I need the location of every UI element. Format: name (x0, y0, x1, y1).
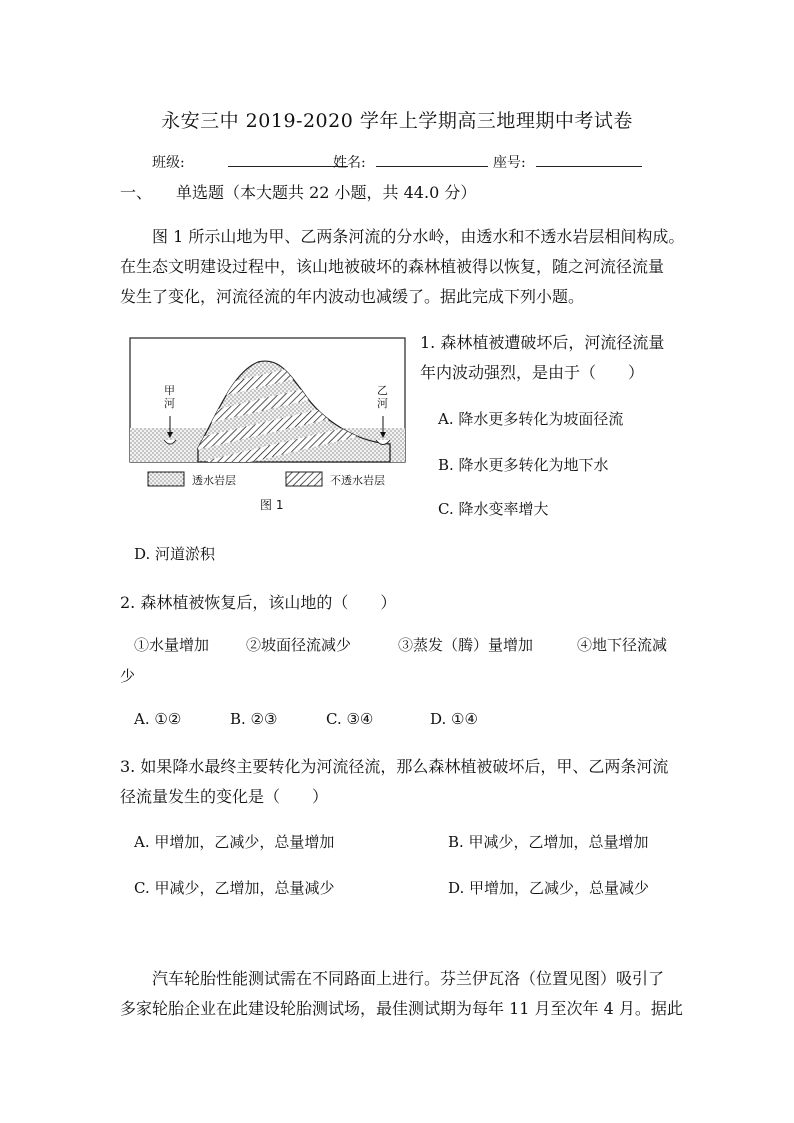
legend-impermeable: 不透水岩层 (330, 474, 385, 487)
passage-2 (120, 964, 683, 1024)
passage-1-line: 发生了变化，河流径流的年内波动也减缓了。据此完成下列小题。 (120, 287, 585, 306)
q2-option-d: D. ①④ (430, 710, 478, 728)
section-number: 一、 (120, 183, 153, 202)
q2-option-c: C. ③④ (326, 710, 374, 728)
q3-option-d: D. 甲增加，乙减少，总量减少 (448, 879, 650, 897)
passage-1 (120, 222, 685, 312)
q1-stem-line: 年内波动强烈，是由于（ ） (420, 363, 645, 382)
seat-blank (536, 166, 642, 167)
q2-item-3: ③蒸发（腾）量增加 (398, 636, 534, 654)
name-blank (376, 166, 488, 167)
q3-stem-line: 3. 如果降水最终主要转化为河流径流，那么森林植被破坏后，甲、乙两条河流 (120, 757, 669, 776)
name-label: 姓名: (333, 155, 366, 171)
q3-stem (120, 752, 680, 812)
q1-option-b: B. 降水更多转化为地下水 (438, 456, 609, 474)
q1-stem-line: 1. 森林植被遭破坏后，河流径流量 (420, 333, 665, 352)
figure-caption: 图 1 (260, 498, 284, 512)
q1-stem (420, 328, 680, 388)
passage-1-line: 图 1 所示山地为甲、乙两条河流的分水岭，由透水和不透水岩层相间构成。 (152, 227, 685, 246)
q2-option-a: A. ①② (134, 710, 182, 728)
exam-title: 永安三中 2019-2020 学年上学期高三地理期中考试卷 (161, 110, 633, 132)
cross-section-diagram (128, 332, 408, 522)
q3-option-b: B. 甲减少，乙增加，总量增加 (448, 833, 649, 851)
left-river-label: 甲 河 (164, 384, 175, 410)
q1-option-a: A. 降水更多转化为坡面径流 (438, 410, 624, 428)
passage-1-line: 在生态文明建设过程中，该山地被破坏的森林植被得以恢复，随之河流径流量 (120, 257, 665, 276)
passage-2-line: 多家轮胎企业在此建设轮胎测试场，最佳测试期为每年 11 月至次年 4 月。据此 (120, 999, 683, 1018)
figure-1 (128, 332, 408, 522)
q2-option-b: B. ②③ (230, 710, 278, 728)
legend-permeable: 透水岩层 (192, 474, 236, 487)
q1-option-d: D. 河道淤积 (134, 545, 216, 563)
q2-item-2: ②坡面径流减少 (246, 636, 352, 654)
class-blank (228, 166, 348, 167)
q2-stem: 2. 森林植被恢复后，该山地的（ ） (120, 593, 397, 612)
q2-item-4: ④地下径流减 (577, 636, 668, 654)
class-label: 班级: (152, 155, 185, 171)
passage-2-line: 汽车轮胎性能测试需在不同路面上进行。芬兰伊瓦洛（位置见图）吸引了 (152, 969, 665, 988)
q2-item-4-wrap: 少 (120, 667, 136, 685)
section-title: 单选题（本大题共 22 小题，共 44.0 分） (176, 183, 477, 202)
q3-stem-line: 径流量发生的变化是（ ） (120, 787, 329, 806)
right-river-label: 乙 河 (377, 384, 388, 410)
q1-option-c: C. 降水变率增大 (438, 500, 549, 518)
seat-label: 座号: (493, 155, 526, 171)
q3-option-a: A. 甲增加，乙减少，总量增加 (134, 833, 335, 851)
q2-item-1: ①水量增加 (134, 636, 210, 654)
q3-option-c: C. 甲减少，乙增加，总量减少 (134, 879, 335, 897)
